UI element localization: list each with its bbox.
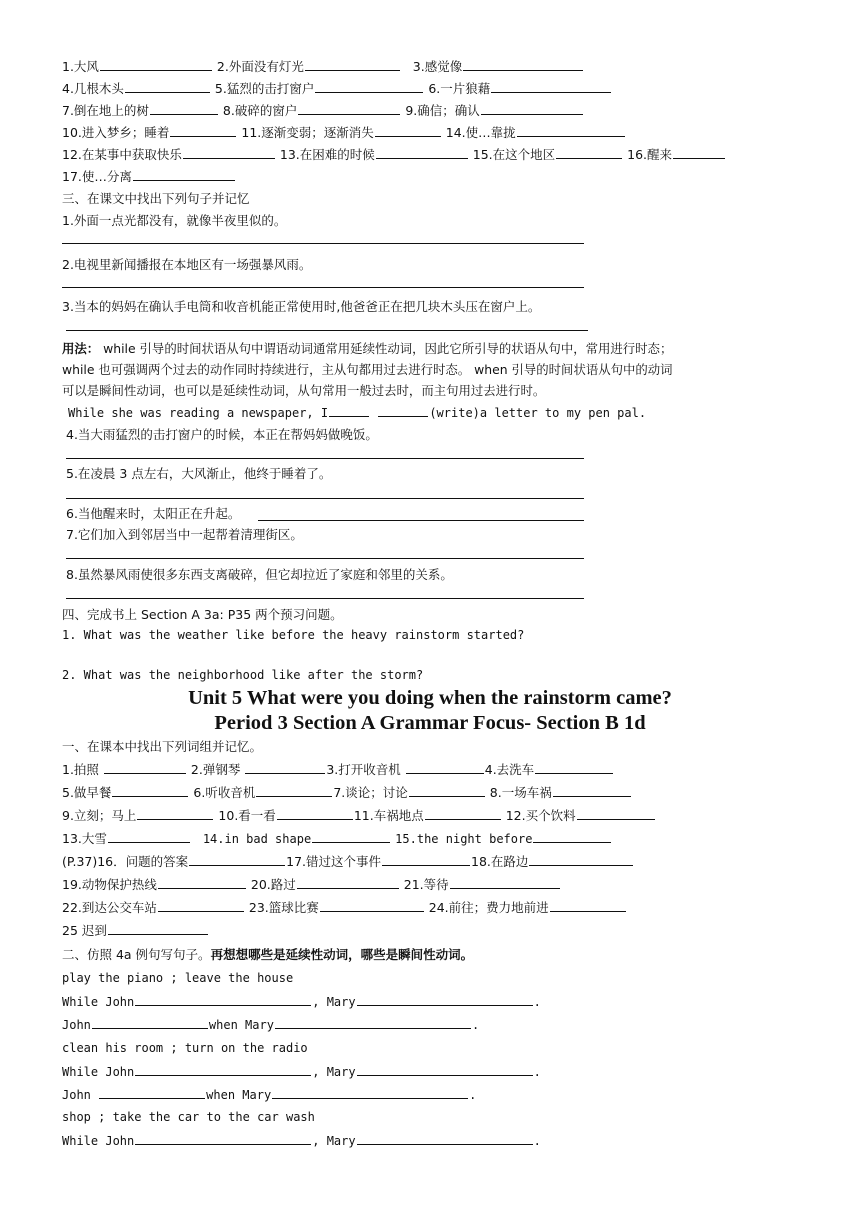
answer-blank[interactable]: [277, 807, 353, 820]
answer-blank[interactable]: [125, 80, 210, 93]
sentence-text: .: [533, 1065, 541, 1079]
sentence-text: While John: [62, 1134, 135, 1148]
question: 2. What was the neighborhood like after the storm?: [62, 668, 424, 682]
vocab-row: [62, 168, 236, 185]
vocab-item: 24.前往；费力地前进: [428, 900, 549, 915]
answer-blank[interactable]: [529, 853, 633, 866]
answer-blank[interactable]: [135, 993, 311, 1006]
vocab-item: 12.在某事中获取快乐: [62, 147, 182, 162]
sentence-prompt: 6.当他醒来时，太阳正在升起。: [66, 506, 241, 521]
answer-blank[interactable]: [158, 899, 244, 912]
when-sentence: [62, 1016, 479, 1034]
vocab-item: 16.醒来: [627, 147, 673, 162]
vocab-item: 8.一场车祸: [489, 785, 552, 800]
vocab-row: [62, 58, 584, 75]
answer-blank[interactable]: [108, 830, 190, 843]
answer-blank[interactable]: [272, 1086, 468, 1099]
answer-line[interactable]: [62, 287, 584, 288]
vocab-item: 17.使…分离: [62, 169, 132, 184]
vocab-row: [62, 146, 726, 163]
vocab-item: 4.几根木头: [62, 81, 124, 96]
vocab-row: [62, 922, 209, 939]
answer-blank[interactable]: [245, 761, 325, 774]
answer-blank[interactable]: [137, 807, 213, 820]
section-heading: 一、在课本中找出下列词组并记忆。: [62, 739, 263, 754]
vocab-item: 11.逐渐变弱；逐渐消失: [241, 125, 374, 140]
usage-label: 用法：: [62, 341, 100, 356]
vocab-item: 13.大雪: [62, 831, 107, 846]
answer-line[interactable]: [258, 520, 584, 521]
vocab-item: 15.在这个地区: [472, 147, 556, 162]
sentence-prompt: 4.当大雨猛烈的击打窗户的时候，本正在帮妈妈做晚饭。: [66, 427, 378, 442]
vocab-item: 2.弹钢琴: [190, 762, 241, 777]
answer-blank[interactable]: [133, 168, 235, 181]
answer-blank[interactable]: [533, 830, 611, 843]
answer-blank[interactable]: [491, 80, 611, 93]
sentence-text: .: [533, 1134, 541, 1148]
vocab-item: 6.一片狼藉: [428, 81, 491, 96]
section-heading: 四、完成书上 Section A 3a: P35 两个预习问题。: [62, 607, 343, 622]
vocab-item: 23.篮球比赛: [248, 900, 319, 915]
heading-emphasis: 再想想哪些是延续性动词，哪些是瞬间性动词。: [210, 947, 474, 962]
vocab-item: 7.倒在地上的树: [62, 103, 149, 118]
answer-line[interactable]: [66, 498, 584, 499]
vocab-row: [62, 80, 612, 97]
sentence-prompt: 3.当本的妈妈在确认手电筒和收音机能正常使用时,他爸爸正在把几块木头压在窗户上。: [62, 299, 541, 314]
example-text: While she was reading a newspaper, I: [68, 406, 329, 420]
verb-pair: clean his room ; turn on the radio: [62, 1041, 308, 1055]
vocab-item: 19.动物保护热线: [62, 877, 157, 892]
answer-blank[interactable]: [108, 922, 208, 935]
period-title: Period 3 Section A Grammar Focus- Section B 1d: [214, 712, 646, 734]
vocab-row: [62, 784, 632, 801]
sentence-prompt: 8.虽然暴风雨使很多东西支离破碎，但它却拉近了家庭和邻里的关系。: [66, 567, 453, 582]
answer-blank[interactable]: [406, 761, 484, 774]
answer-blank[interactable]: [577, 807, 655, 820]
answer-blank[interactable]: [376, 146, 468, 159]
vocab-item: 1.大风: [62, 59, 99, 74]
answer-blank[interactable]: [100, 58, 212, 71]
vocab-item: (P.37)16．问题的答案: [62, 854, 189, 869]
answer-blank[interactable]: [298, 102, 400, 115]
verb-pair: play the piano ; leave the house: [62, 971, 294, 985]
usage-text: while 也可强调两个过去的动作同时持续进行，主从句都用过去进行时态。 when 引导的时间状语从句中的动词: [62, 362, 673, 377]
vocab-item: 18.在路边: [471, 854, 529, 869]
while-sentence: [62, 1132, 541, 1150]
answer-blank[interactable]: [189, 853, 285, 866]
answer-blank[interactable]: [312, 830, 390, 843]
vocab-item: 25 迟到: [62, 923, 107, 938]
vocab-item: 9.确信；确认: [405, 103, 480, 118]
answer-blank[interactable]: [481, 102, 583, 115]
answer-blank[interactable]: [112, 784, 188, 797]
sentence-text: .: [533, 995, 541, 1009]
answer-blank[interactable]: [170, 124, 236, 137]
vocab-item: 17.错过这个事件: [286, 854, 382, 869]
answer-blank[interactable]: [92, 1016, 208, 1029]
sentence-text: .: [469, 1088, 477, 1102]
vocab-item: 10.看一看: [218, 808, 276, 823]
vocab-item: 10.进入梦乡；睡着: [62, 125, 170, 140]
example-sentence: [68, 404, 646, 422]
vocab-row: [62, 830, 612, 848]
vocab-item: 6.听收音机: [193, 785, 256, 800]
answer-blank[interactable]: [329, 404, 369, 417]
sentence-text: While John: [62, 995, 135, 1009]
vocab-row: [62, 124, 626, 141]
answer-blank[interactable]: [183, 146, 275, 159]
vocab-item: 14.使…靠拢: [445, 125, 516, 140]
vocab-row: [62, 807, 656, 824]
vocab-row: [62, 899, 627, 916]
answer-blank[interactable]: [305, 58, 400, 71]
vocab-item: 8.破碎的窗户: [222, 103, 298, 118]
answer-blank[interactable]: [382, 853, 470, 866]
answer-blank[interactable]: [256, 784, 332, 797]
answer-line[interactable]: [66, 598, 584, 599]
answer-blank[interactable]: [135, 1132, 311, 1145]
answer-blank[interactable]: [357, 1063, 533, 1076]
answer-blank[interactable]: [425, 807, 501, 820]
sentence-text: , Mary: [312, 1134, 356, 1148]
usage-text: while 引导的时间状语从句中谓语动词通常用延续性动词，因此它所引导的状语从句中，常用进行时态；: [99, 341, 673, 356]
sentence-prompt: 5.在凌晨 3 点左右，大风渐止，他终于睡着了。: [66, 466, 332, 481]
unit-title: Unit 5 What were you doing when the rainstorm came?: [188, 687, 672, 709]
answer-blank[interactable]: [320, 899, 424, 912]
heading-text: 二、仿照 4a 例句写句子。: [62, 947, 211, 962]
vocab-item: 5.猛烈的击打窗户: [214, 81, 315, 96]
vocab-item: 2.外面没有灯光: [216, 59, 304, 74]
sentence-prompt: 1.外面一点光都没有，就像半夜里似的。: [62, 213, 287, 228]
when-sentence: [62, 1086, 476, 1104]
vocab-item: 3.打开收音机: [326, 762, 401, 777]
section-heading: 三、在课文中找出下列句子并记忆: [62, 191, 250, 206]
answer-blank[interactable]: [158, 876, 246, 889]
answer-blank[interactable]: [357, 993, 533, 1006]
answer-line[interactable]: [66, 458, 584, 459]
sentence-prompt: 2.电视里新闻播报在本地区有一场强暴风雨。: [62, 257, 312, 272]
vocab-item: 21.等待: [403, 877, 449, 892]
question: 1. What was the weather like before the heavy rainstorm started?: [62, 628, 525, 642]
answer-blank[interactable]: [275, 1016, 471, 1029]
answer-blank[interactable]: [378, 404, 428, 417]
vocab-item: 3.感觉像: [412, 59, 463, 74]
sentence-text: While John: [62, 1065, 135, 1079]
sentence-text: , Mary: [312, 995, 356, 1009]
sentence-prompt: 7.它们加入到邻居当中一起帮着清理街区。: [66, 527, 303, 542]
answer-line[interactable]: [66, 330, 588, 331]
answer-line[interactable]: [62, 243, 584, 244]
vocab-row: [62, 853, 634, 870]
verb-pair: shop ; take the car to the car wash: [62, 1110, 315, 1124]
answer-blank[interactable]: [556, 146, 622, 159]
vocab-item: 7.谈论；讨论: [333, 785, 408, 800]
answer-blank[interactable]: [450, 876, 560, 889]
answer-blank[interactable]: [673, 146, 725, 159]
while-sentence: [62, 993, 541, 1011]
vocab-item: 4.去洗车: [484, 762, 535, 777]
vocab-row: [62, 876, 561, 893]
vocab-item: 20.路过: [250, 877, 296, 892]
sentence-text: John: [62, 1018, 91, 1032]
answer-blank[interactable]: [409, 784, 485, 797]
answer-blank[interactable]: [135, 1063, 311, 1076]
vocab-row: [62, 102, 584, 119]
vocab-item: 13.在困难的时候: [279, 147, 375, 162]
while-sentence: [62, 1063, 541, 1081]
answer-blank[interactable]: [99, 1086, 205, 1099]
example-text: (write)a letter to my pen pal.: [429, 406, 647, 420]
answer-blank[interactable]: [550, 899, 626, 912]
sentence-text: John: [62, 1088, 91, 1102]
vocab-item: 1.拍照: [62, 762, 99, 777]
answer-line[interactable]: [66, 558, 584, 559]
vocab-item: 5.做早餐: [62, 785, 112, 800]
vocab-row: [62, 761, 614, 778]
answer-blank[interactable]: [375, 124, 441, 137]
answer-blank[interactable]: [297, 876, 399, 889]
usage-note: [62, 340, 672, 357]
sentence-text: .: [471, 1018, 480, 1032]
vocab-item: 9.立刻；马上: [62, 808, 137, 823]
usage-text: 可以是瞬间性动词，也可以是延续性动词，从句常用一般过去时，而主句用过去进行时。: [62, 383, 546, 398]
answer-blank[interactable]: [357, 1132, 533, 1145]
answer-blank[interactable]: [517, 124, 625, 137]
sentence-text: when Mary: [206, 1088, 272, 1102]
sentence-text: , Mary: [312, 1065, 356, 1079]
vocab-item: 14.in bad shape: [202, 832, 312, 846]
answer-blank[interactable]: [553, 784, 631, 797]
answer-blank[interactable]: [463, 58, 583, 71]
vocab-item: 11.车祸地点: [353, 808, 424, 823]
section-heading: [62, 946, 473, 963]
answer-blank[interactable]: [150, 102, 218, 115]
answer-blank[interactable]: [315, 80, 423, 93]
sentence-text: when Mary: [208, 1018, 274, 1032]
vocab-item: 15.the night before: [395, 832, 533, 846]
answer-blank[interactable]: [104, 761, 186, 774]
answer-blank[interactable]: [535, 761, 613, 774]
vocab-item: 22.到达公交车站: [62, 900, 157, 915]
vocab-item: 12.买个饮料: [505, 808, 576, 823]
